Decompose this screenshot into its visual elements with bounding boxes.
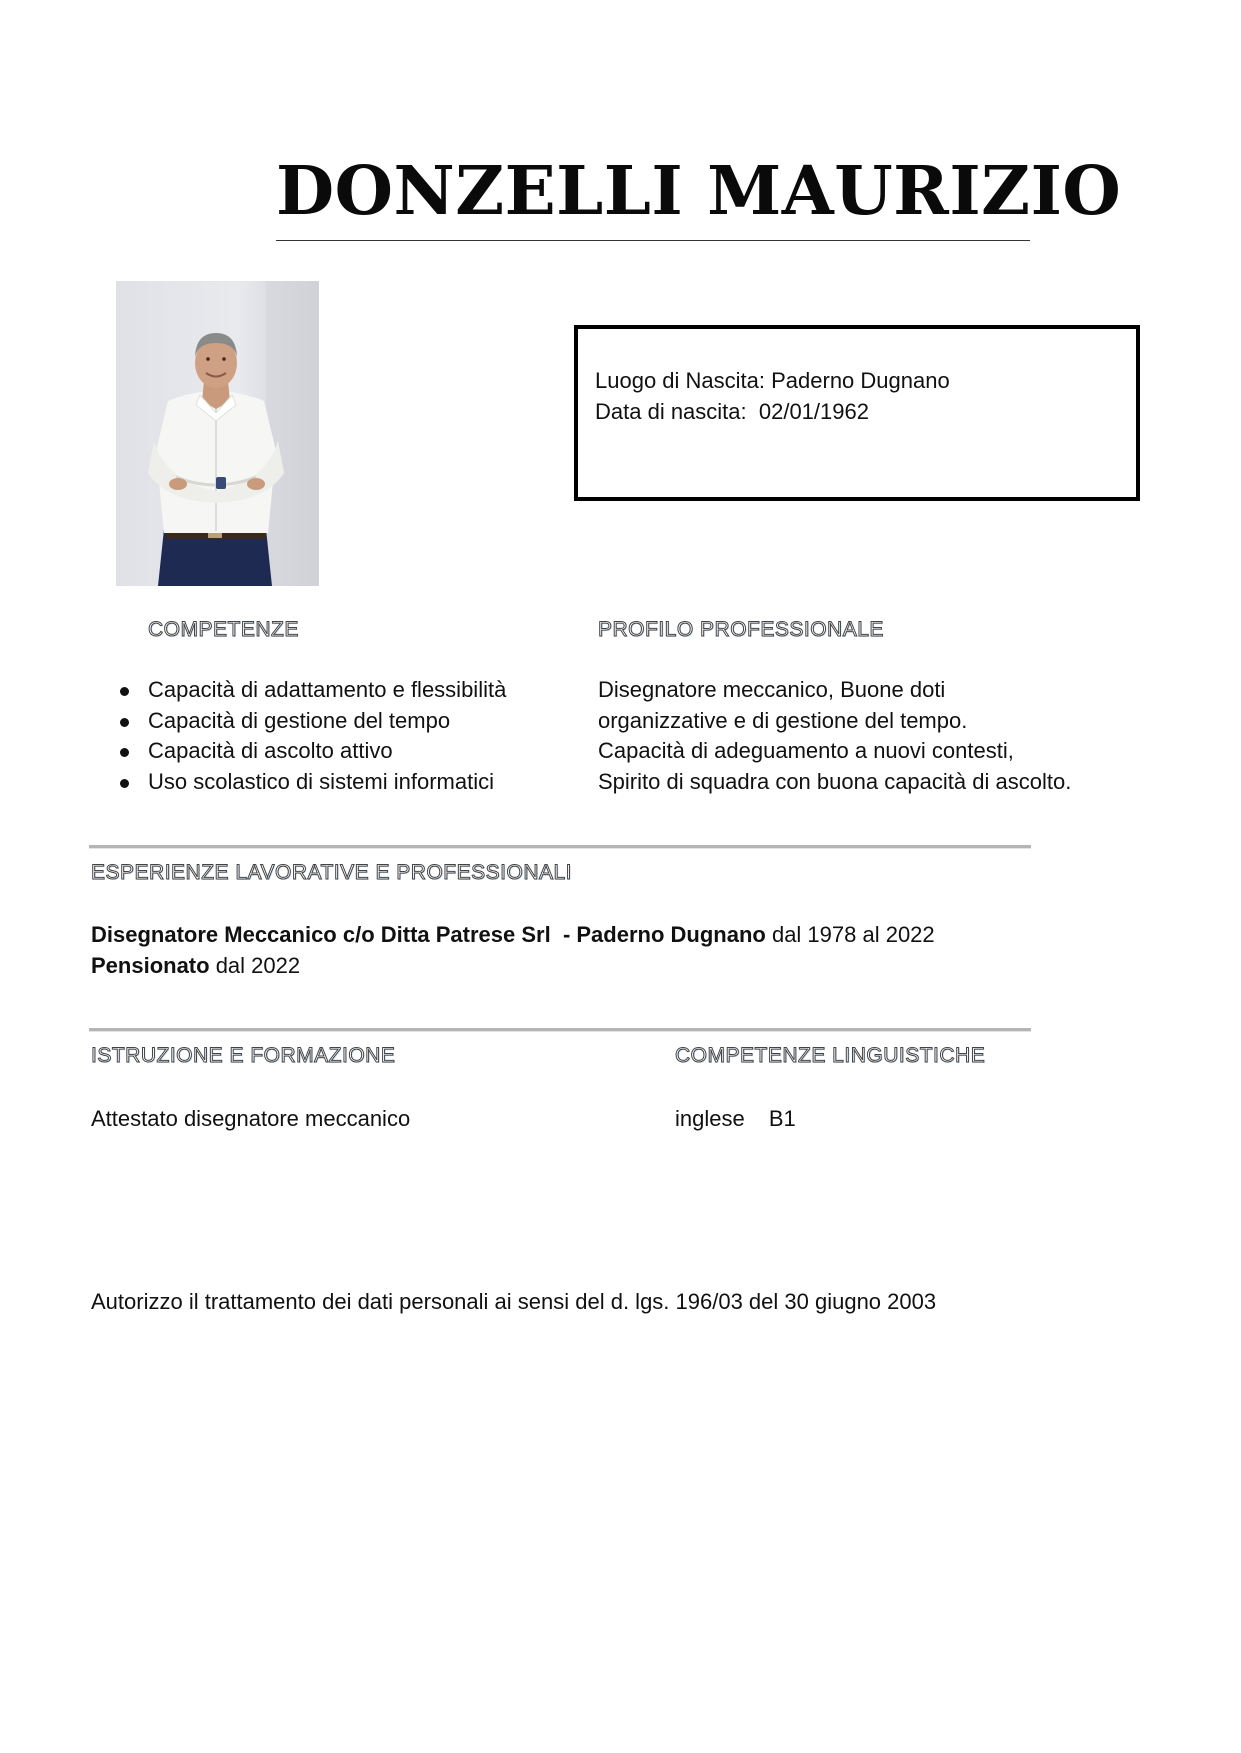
- skill-label: Capacità di ascolto attivo: [148, 738, 393, 763]
- skill-label: Uso scolastico di sistemi informatici: [148, 768, 494, 794]
- birthplace-text: Luogo di Nascita: Paderno Dugnano: [595, 368, 950, 393]
- bullet-icon: [120, 779, 129, 788]
- section-divider: [89, 1028, 1031, 1031]
- experience-entry: [91, 919, 935, 950]
- competenze-heading: COMPETENZE: [148, 618, 299, 641]
- personal-info-box: [574, 325, 1140, 501]
- experience-role: Pensionato: [91, 953, 210, 978]
- bullet-icon: [120, 748, 129, 757]
- language-name: inglese: [675, 1106, 745, 1131]
- experience-role: Disegnatore Meccanico c/o Ditta Patrese Srl - Paderno Dugnano: [91, 922, 766, 947]
- skill-label: Capacità di gestione del tempo: [148, 707, 451, 733]
- esperienze-heading: ESPERIENZE LAVORATIVE E PROFESSIONALI: [91, 861, 573, 884]
- profile-line: Disegnatore meccanico, Buone doti: [598, 677, 946, 702]
- skill-label: Capacità di adattamento e flessibilità: [148, 677, 507, 702]
- section-divider: [89, 845, 1031, 848]
- experience-period: dal 2022: [209, 953, 301, 978]
- profile-paragraph: [598, 675, 1118, 797]
- experience-list: [91, 919, 935, 981]
- experience-period: dal 1978 al 2022: [765, 922, 935, 947]
- skill-item: [118, 675, 506, 706]
- privacy-consent: Autorizzo il trattamento dei dati personali ai sensi del d. lgs. 196/03 del 30 giugno 2003: [91, 1289, 937, 1314]
- profile-line: Spirito di squadra con buona capacità di ascolto.: [598, 768, 1072, 794]
- profile-line: organizzative e di gestione del tempo.: [598, 707, 968, 733]
- bullet-icon: [120, 687, 129, 696]
- profilo-heading: PROFILO PROFESSIONALE: [598, 618, 884, 641]
- bullet-icon: [120, 718, 129, 727]
- lingue-heading: COMPETENZE LINGUISTICHE: [675, 1044, 986, 1067]
- profile-line: Capacità di adeguamento a nuovi contesti,: [598, 738, 1014, 763]
- skill-item: [118, 706, 506, 737]
- skill-item: [118, 736, 506, 767]
- language-level: B1: [768, 1106, 796, 1131]
- skills-list: [118, 675, 506, 797]
- page-title: DONZELLI MAURIZIO: [276, 151, 1122, 230]
- title-underline: [276, 240, 1030, 241]
- istruzione-heading: ISTRUZIONE E FORMAZIONE: [91, 1044, 396, 1067]
- birthdate-text: Data di nascita: 02/01/1962: [595, 399, 869, 424]
- experience-entry: [91, 950, 935, 981]
- skill-item: [118, 767, 506, 798]
- language-item: [675, 1104, 796, 1134]
- education-item: Attestato disegnatore meccanico: [91, 1106, 411, 1131]
- portrait-photo: [116, 281, 319, 586]
